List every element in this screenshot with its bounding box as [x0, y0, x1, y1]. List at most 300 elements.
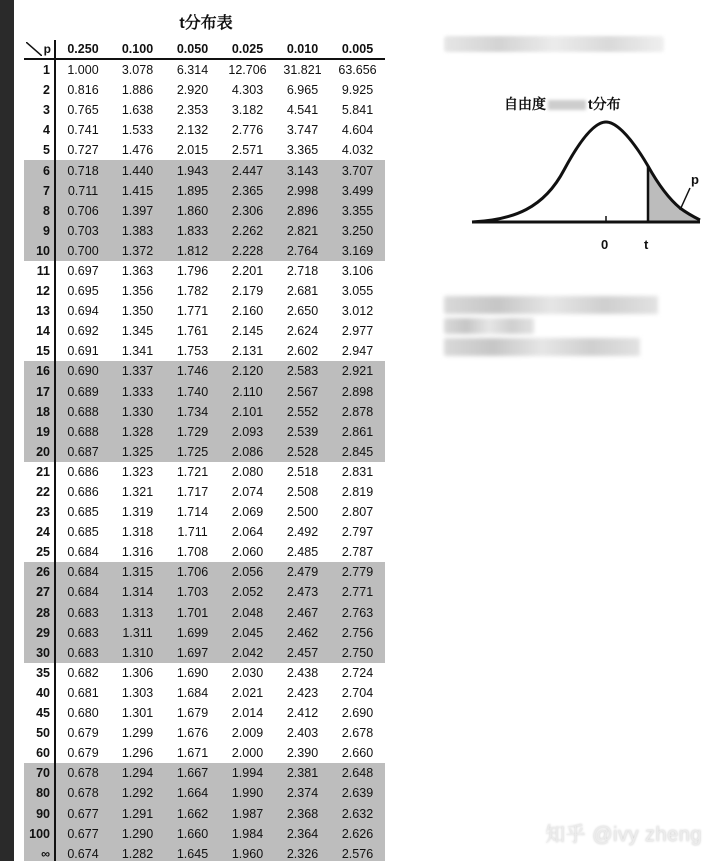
corner-label: p [43, 42, 51, 56]
value-cell: 0.695 [67, 284, 99, 299]
value-cell: 2.045 [220, 623, 275, 643]
value-cell: 2.878 [330, 402, 385, 422]
value-cell: 1.318 [121, 525, 154, 540]
df-cell: 60 [24, 743, 55, 763]
df-cell: 22 [24, 482, 55, 502]
caption-part-2: t分布 [588, 96, 621, 112]
value-cell: 2.896 [275, 201, 330, 221]
value-cell: 0.678 [55, 783, 110, 803]
value-cell: 0.684 [55, 582, 110, 602]
value-cell: 5.841 [341, 103, 374, 118]
df-cell: 7 [24, 181, 55, 201]
value-cell: 2.353 [176, 103, 209, 118]
caption-part-1: 自由度 [504, 96, 546, 112]
value-cell: 0.683 [55, 623, 110, 643]
value-cell: 0.703 [55, 221, 110, 241]
value-cell: 1.333 [110, 382, 165, 402]
value-cell: 1.660 [165, 824, 220, 844]
value-cell: 2.650 [286, 304, 319, 319]
value-cell: 1.721 [176, 464, 209, 479]
value-cell: 1.671 [176, 746, 209, 761]
value-cell: 2.626 [330, 824, 385, 844]
table-row [24, 261, 385, 281]
value-cell: 2.000 [231, 746, 264, 761]
value-cell: 3.707 [330, 160, 385, 180]
table-row [24, 663, 385, 683]
df-cell: 90 [24, 803, 55, 823]
value-cell: 0.741 [67, 123, 99, 138]
value-cell: 2.132 [176, 123, 209, 138]
table-row [24, 603, 385, 623]
value-cell: 2.326 [275, 844, 330, 861]
value-cell: 3.182 [231, 103, 264, 118]
table-row [24, 723, 385, 743]
value-cell: 2.160 [231, 304, 264, 319]
table-row [24, 422, 385, 442]
value-cell: 1.290 [110, 824, 165, 844]
value-cell: 3.169 [330, 241, 385, 261]
value-cell: 2.947 [341, 344, 374, 359]
value-cell: 31.821 [283, 63, 322, 78]
redacted-text-block-1 [444, 296, 658, 314]
table-row [24, 703, 385, 723]
value-cell: 3.747 [286, 123, 319, 138]
value-cell: 2.678 [341, 726, 374, 741]
value-cell: 2.064 [231, 525, 264, 540]
diagonal-slash-icon [26, 42, 42, 56]
table-row [24, 321, 385, 341]
value-cell: 2.052 [220, 582, 275, 602]
value-cell: 2.145 [231, 324, 264, 339]
table-row [24, 522, 385, 542]
value-cell: 1.684 [176, 685, 209, 700]
value-cell: 2.009 [231, 726, 264, 741]
value-cell: 1.294 [110, 763, 165, 783]
df-cell: 26 [24, 562, 55, 582]
value-cell: 2.779 [330, 562, 385, 582]
value-cell: 0.680 [67, 706, 99, 721]
value-cell: 2.602 [286, 344, 319, 359]
value-cell: 2.110 [220, 382, 275, 402]
value-cell: 2.473 [275, 582, 330, 602]
df-cell: 11 [24, 261, 55, 281]
column-header: 0.025 [220, 40, 275, 59]
value-cell: 2.492 [286, 525, 319, 540]
value-cell: 1.341 [121, 344, 154, 359]
df-cell: 80 [24, 783, 55, 803]
value-cell: 2.500 [286, 505, 319, 520]
value-cell: 6.965 [286, 83, 319, 98]
zero-label: 0 [601, 237, 609, 252]
df-cell: 100 [24, 824, 55, 844]
value-cell: 0.682 [67, 665, 99, 680]
value-cell: 2.390 [286, 746, 319, 761]
df-cell: 30 [24, 643, 55, 663]
table-row [24, 562, 385, 582]
df-cell: 12 [24, 281, 55, 301]
df-cell: 17 [24, 382, 55, 402]
value-cell: 1.676 [176, 726, 209, 741]
value-cell: 1.314 [110, 582, 165, 602]
value-cell: 3.355 [330, 201, 385, 221]
value-cell: 1.886 [121, 83, 154, 98]
value-cell: 3.143 [275, 160, 330, 180]
value-cell: 2.101 [220, 402, 275, 422]
value-cell: 2.179 [231, 284, 264, 299]
p-pointer-line [680, 188, 690, 210]
value-cell: 1.363 [121, 263, 154, 278]
value-cell: 2.030 [231, 665, 264, 680]
value-cell: 1.699 [165, 623, 220, 643]
column-header: 0.100 [110, 40, 165, 59]
table-row [24, 844, 385, 861]
value-cell: 1.761 [176, 324, 209, 339]
value-cell: 1.860 [165, 201, 220, 221]
value-cell: 0.683 [55, 603, 110, 623]
value-cell: 0.718 [55, 160, 110, 180]
value-cell: 0.685 [67, 525, 99, 540]
value-cell: 1.321 [121, 485, 154, 500]
value-cell: 1.440 [110, 160, 165, 180]
value-cell: 1.960 [220, 844, 275, 861]
df-cell: 40 [24, 683, 55, 703]
value-cell: 1.291 [110, 803, 165, 823]
value-cell: 1.833 [165, 221, 220, 241]
value-cell: 1.771 [176, 304, 209, 319]
value-cell: 0.685 [67, 505, 99, 520]
value-cell: 1.812 [165, 241, 220, 261]
value-cell: 2.306 [220, 201, 275, 221]
value-cell: 0.684 [67, 545, 99, 560]
df-cell: 4 [24, 120, 55, 140]
value-cell: 1.796 [176, 263, 209, 278]
value-cell: 6.314 [176, 63, 209, 78]
table-row [24, 80, 385, 100]
table-body [24, 59, 385, 861]
value-cell: 2.365 [220, 181, 275, 201]
value-cell: 1.325 [110, 442, 165, 462]
table-row [24, 482, 385, 502]
value-cell: 2.807 [341, 505, 374, 520]
value-cell: 0.688 [55, 402, 110, 422]
table-row [24, 281, 385, 301]
value-cell: 2.120 [220, 361, 275, 381]
value-cell: 1.645 [165, 844, 220, 861]
value-cell: 1.714 [176, 505, 209, 520]
table-row [24, 582, 385, 602]
value-cell: 1.000 [67, 63, 99, 78]
df-cell: 35 [24, 663, 55, 683]
value-cell: 1.311 [110, 623, 165, 643]
value-cell: 0.691 [67, 344, 99, 359]
value-cell: 2.528 [275, 442, 330, 462]
value-cell: 2.776 [231, 123, 264, 138]
df-cell: 21 [24, 462, 55, 482]
value-cell: 2.583 [275, 361, 330, 381]
df-cell: 23 [24, 502, 55, 522]
document-page [14, 0, 720, 861]
value-cell: 1.356 [121, 284, 154, 299]
value-cell: 0.686 [67, 464, 99, 479]
df-cell: 19 [24, 422, 55, 442]
value-cell: 0.689 [55, 382, 110, 402]
value-cell: 1.345 [121, 324, 154, 339]
value-cell: 0.683 [55, 643, 110, 663]
value-cell: 1.383 [110, 221, 165, 241]
column-header: 0.250 [55, 40, 110, 59]
table-row [24, 382, 385, 402]
value-cell: 2.977 [341, 324, 374, 339]
value-cell: 2.086 [220, 442, 275, 462]
table-row [24, 783, 385, 803]
value-cell: 1.725 [165, 442, 220, 462]
value-cell: 2.021 [231, 685, 264, 700]
table-row [24, 683, 385, 703]
value-cell: 0.727 [67, 143, 99, 158]
value-cell: 1.708 [176, 545, 209, 560]
redacted-smudge [548, 100, 586, 110]
value-cell: 1.316 [121, 545, 154, 560]
table-row [24, 241, 385, 261]
df-cell: 70 [24, 763, 55, 783]
value-cell: 2.374 [275, 783, 330, 803]
table-row [24, 763, 385, 783]
value-cell: 2.861 [330, 422, 385, 442]
value-cell: 0.679 [67, 746, 99, 761]
value-cell: 2.060 [231, 545, 264, 560]
value-cell: 2.368 [275, 803, 330, 823]
value-cell: 2.262 [220, 221, 275, 241]
value-cell: 1.303 [121, 685, 154, 700]
value-cell: 0.677 [55, 803, 110, 823]
value-cell: 1.476 [121, 143, 154, 158]
value-cell: 12.706 [228, 63, 267, 78]
value-cell: 2.069 [231, 505, 264, 520]
value-cell: 2.462 [275, 623, 330, 643]
page-title: t分布表 [179, 15, 233, 32]
redacted-text-block-2 [444, 318, 534, 334]
value-cell: 0.692 [67, 324, 99, 339]
value-cell: 0.678 [55, 763, 110, 783]
value-cell: 1.943 [165, 160, 220, 180]
value-cell: 2.042 [220, 643, 275, 663]
value-cell: 3.365 [286, 143, 319, 158]
value-cell: 1.323 [121, 464, 154, 479]
value-cell: 1.734 [165, 402, 220, 422]
table-row [24, 59, 385, 80]
value-cell: 2.921 [330, 361, 385, 381]
value-cell: 1.746 [165, 361, 220, 381]
value-cell: 2.639 [330, 783, 385, 803]
value-cell: 1.638 [121, 103, 154, 118]
watermark-text: 知乎 @ivy zheng [545, 824, 702, 846]
value-cell: 0.688 [55, 422, 110, 442]
value-cell: 1.729 [165, 422, 220, 442]
table-row [24, 643, 385, 663]
value-cell: 2.014 [231, 706, 264, 721]
value-cell: 0.679 [67, 726, 99, 741]
df-cell: 28 [24, 603, 55, 623]
value-cell: 2.648 [330, 763, 385, 783]
value-cell: 1.740 [165, 382, 220, 402]
table-row [24, 402, 385, 422]
value-cell: 1.299 [121, 726, 154, 741]
value-cell: 2.831 [341, 464, 374, 479]
df-cell: 2 [24, 80, 55, 100]
value-cell: 2.508 [286, 485, 319, 500]
value-cell: 1.753 [176, 344, 209, 359]
redacted-text-block-3 [444, 338, 640, 356]
df-cell: 9 [24, 221, 55, 241]
value-cell: 1.697 [165, 643, 220, 663]
value-cell: 2.201 [231, 263, 264, 278]
p-label: p [691, 172, 699, 187]
value-cell: 1.782 [176, 284, 209, 299]
value-cell: 1.711 [177, 525, 208, 540]
value-cell: 2.228 [220, 241, 275, 261]
value-cell: 1.701 [165, 603, 220, 623]
value-cell: 2.690 [341, 706, 374, 721]
value-cell: 2.660 [341, 746, 374, 761]
value-cell: 0.684 [55, 562, 110, 582]
value-cell: 0.694 [67, 304, 99, 319]
df-cell: 13 [24, 301, 55, 321]
t-label: t [644, 237, 649, 252]
value-cell: 2.763 [330, 603, 385, 623]
value-cell: 4.541 [286, 103, 319, 118]
value-cell: 2.724 [341, 665, 374, 680]
column-header: 0.010 [275, 40, 330, 59]
value-cell: 2.771 [330, 582, 385, 602]
value-cell: 1.397 [110, 201, 165, 221]
table-row [24, 803, 385, 823]
value-cell: 0.700 [55, 241, 110, 261]
df-cell: ∞ [24, 844, 55, 861]
value-cell: 1.306 [121, 665, 154, 680]
value-cell: 1.330 [110, 402, 165, 422]
table-row [24, 160, 385, 180]
column-header: 0.005 [330, 40, 385, 59]
value-cell: 2.718 [286, 263, 319, 278]
value-cell: 1.319 [121, 505, 154, 520]
table-row [24, 824, 385, 844]
value-cell: 1.679 [176, 706, 209, 721]
value-cell: 1.717 [176, 485, 209, 500]
value-cell: 1.313 [110, 603, 165, 623]
value-cell: 2.898 [330, 382, 385, 402]
df-cell: 1 [24, 59, 55, 80]
table-row [24, 201, 385, 221]
value-cell: 3.012 [341, 304, 374, 319]
value-cell: 1.415 [110, 181, 165, 201]
value-cell: 3.499 [330, 181, 385, 201]
value-cell: 2.797 [341, 525, 374, 540]
value-cell: 0.690 [55, 361, 110, 381]
value-cell: 2.764 [275, 241, 330, 261]
value-cell: 1.703 [165, 582, 220, 602]
value-cell: 0.706 [55, 201, 110, 221]
df-cell: 27 [24, 582, 55, 602]
corner-cell [24, 40, 55, 59]
value-cell: 1.533 [121, 123, 154, 138]
column-header: 0.050 [165, 40, 220, 59]
value-cell: 63.656 [338, 63, 377, 78]
table-row [24, 542, 385, 562]
value-cell: 2.576 [330, 844, 385, 861]
table-row [24, 140, 385, 160]
value-cell: 2.518 [286, 464, 319, 479]
value-cell: 3.078 [121, 63, 154, 78]
df-cell: 10 [24, 241, 55, 261]
df-cell: 20 [24, 442, 55, 462]
table-row [24, 442, 385, 462]
value-cell: 2.447 [220, 160, 275, 180]
value-cell: 0.681 [67, 685, 99, 700]
value-cell: 2.624 [286, 324, 319, 339]
value-cell: 2.080 [231, 464, 264, 479]
value-cell: 4.303 [231, 83, 264, 98]
df-cell: 24 [24, 522, 55, 542]
value-cell: 2.681 [286, 284, 319, 299]
value-cell: 0.674 [55, 844, 110, 861]
value-cell: 0.686 [67, 485, 99, 500]
value-cell: 2.920 [176, 83, 209, 98]
value-cell: 2.552 [275, 402, 330, 422]
value-cell: 1.984 [220, 824, 275, 844]
df-cell: 18 [24, 402, 55, 422]
value-cell: 2.412 [286, 706, 319, 721]
value-cell: 2.381 [275, 763, 330, 783]
table-row [24, 301, 385, 321]
value-cell: 0.816 [67, 83, 99, 98]
value-cell: 2.998 [275, 181, 330, 201]
t-distribution-curve-figure [454, 110, 704, 260]
value-cell: 2.423 [286, 685, 319, 700]
value-cell: 0.765 [67, 103, 99, 118]
value-cell: 2.485 [286, 545, 319, 560]
df-cell: 14 [24, 321, 55, 341]
value-cell: 3.106 [341, 263, 374, 278]
value-cell: 1.372 [110, 241, 165, 261]
table-row [24, 181, 385, 201]
df-cell: 5 [24, 140, 55, 160]
table-row [24, 743, 385, 763]
value-cell: 1.292 [110, 783, 165, 803]
value-cell: 2.056 [220, 562, 275, 582]
value-cell: 1.310 [110, 643, 165, 663]
df-cell: 25 [24, 542, 55, 562]
value-cell: 2.093 [220, 422, 275, 442]
value-cell: 3.055 [341, 284, 374, 299]
df-cell: 16 [24, 361, 55, 381]
value-cell: 2.048 [220, 603, 275, 623]
value-cell: 1.328 [110, 422, 165, 442]
value-cell: 4.604 [341, 123, 374, 138]
table-row [24, 100, 385, 120]
value-cell: 2.015 [176, 143, 209, 158]
value-cell: 2.845 [330, 442, 385, 462]
value-cell: 1.282 [110, 844, 165, 861]
value-cell: 4.032 [341, 143, 374, 158]
value-cell: 2.467 [275, 603, 330, 623]
df-cell: 50 [24, 723, 55, 743]
df-cell: 6 [24, 160, 55, 180]
value-cell: 1.301 [121, 706, 154, 721]
value-cell: 1.664 [165, 783, 220, 803]
table-row [24, 502, 385, 522]
value-cell: 1.706 [165, 562, 220, 582]
value-cell: 3.250 [330, 221, 385, 241]
